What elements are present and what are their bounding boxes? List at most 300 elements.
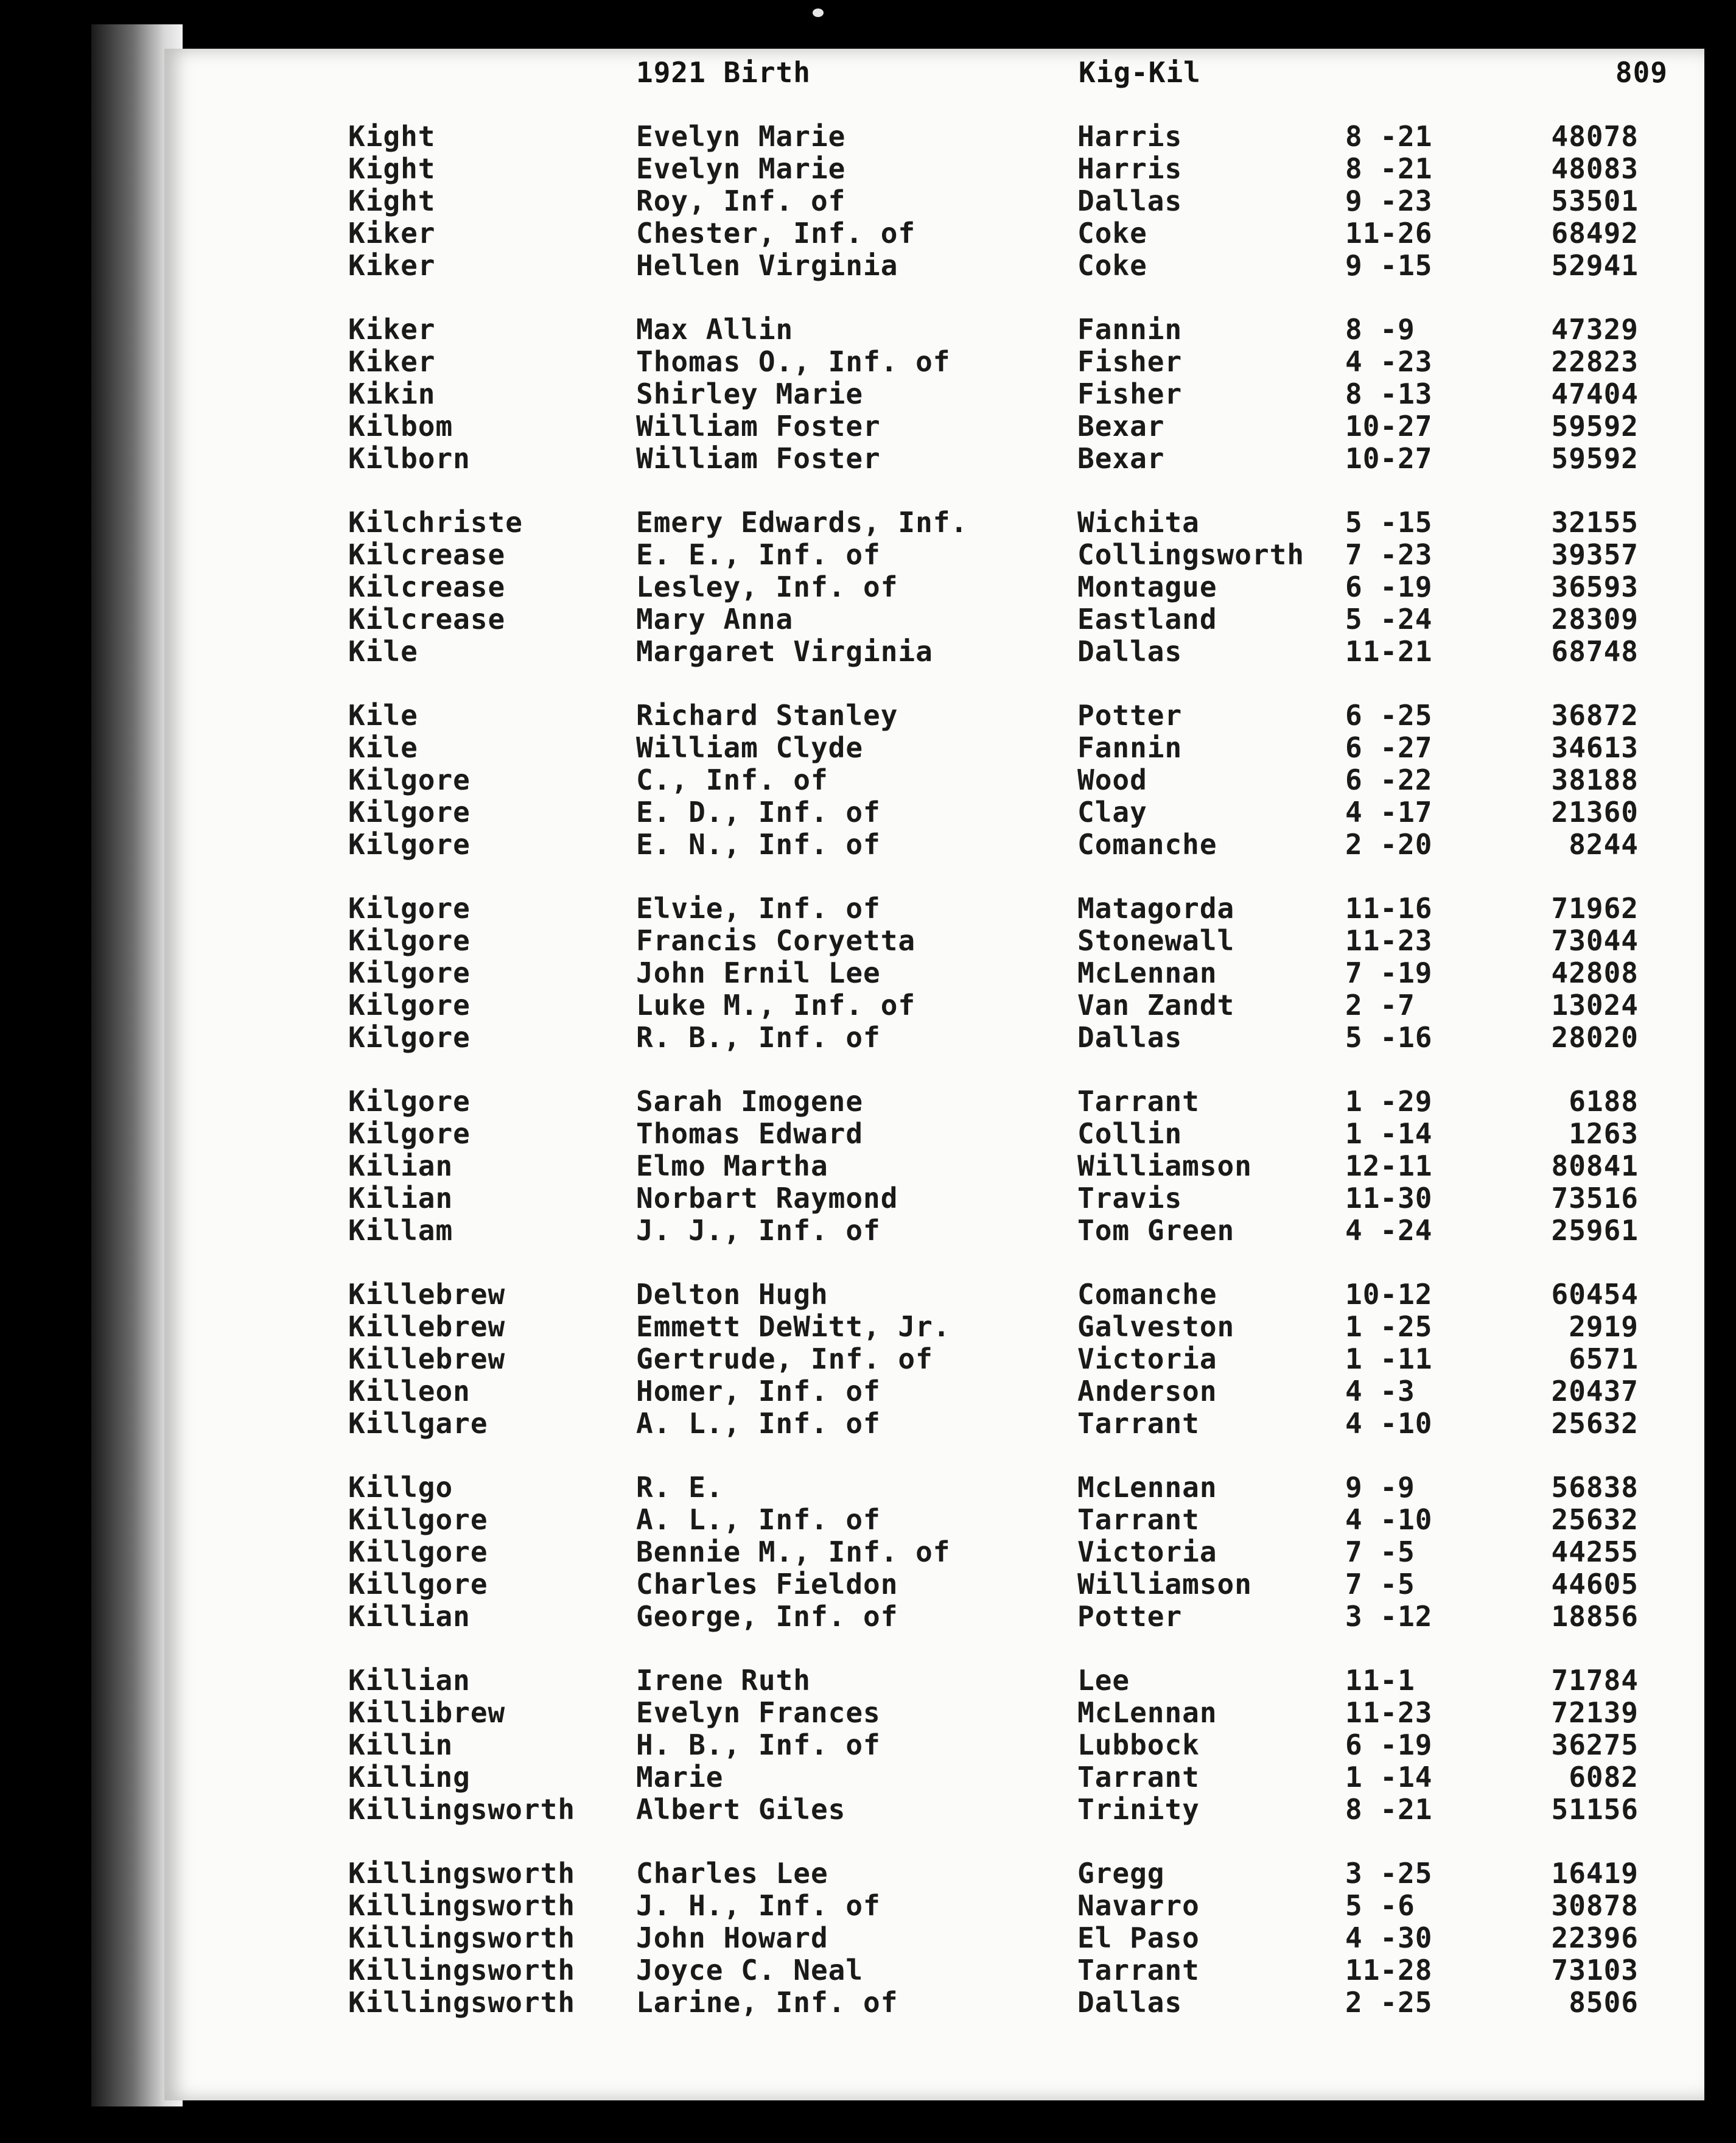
certificate-number-cell: 25632	[1551, 1503, 1639, 1536]
county-cell: Stonewall	[1077, 924, 1235, 957]
county-cell: Dallas	[1077, 1986, 1183, 2019]
certificate-number-cell: 34613	[1551, 731, 1639, 764]
date-cell: 4 -23	[1345, 345, 1433, 378]
given-name-cell: Max Allin	[636, 313, 794, 346]
county-cell: Coke	[1077, 249, 1147, 282]
date-cell: 11-23	[1345, 924, 1433, 957]
given-name-cell: Shirley Marie	[636, 377, 864, 410]
date-cell: 9 -23	[1345, 184, 1433, 217]
date-cell: 11-28	[1345, 1954, 1433, 1987]
given-name-cell: John Ernil Lee	[636, 956, 881, 989]
given-name-cell: George, Inf. of	[636, 1600, 898, 1633]
county-cell: Eastland	[1077, 603, 1217, 636]
date-cell: 6 -19	[1345, 570, 1433, 603]
certificate-number-cell: 56838	[1551, 1471, 1639, 1504]
surname-cell: Kilcrease	[348, 603, 506, 636]
surname-cell: Killian	[348, 1664, 471, 1697]
county-cell: Fisher	[1077, 377, 1183, 410]
given-name-cell: Richard Stanley	[636, 699, 898, 732]
date-cell: 11-26	[1345, 217, 1433, 250]
certificate-number-cell: 13024	[1551, 989, 1639, 1022]
date-cell: 7 -19	[1345, 956, 1433, 989]
certificate-number-cell: 73516	[1551, 1182, 1639, 1215]
surname-cell: Kilcrease	[348, 538, 506, 571]
given-name-cell: A. L., Inf. of	[636, 1407, 881, 1440]
county-cell: Collin	[1077, 1117, 1183, 1150]
certificate-number-cell: 53501	[1551, 184, 1639, 217]
record-row	[0, 1664, 1736, 1696]
certificate-number-cell: 8244	[1569, 828, 1639, 861]
surname-cell: Killeon	[348, 1375, 471, 1408]
given-name-cell: William Foster	[636, 442, 881, 475]
surname-cell: Kiker	[348, 313, 436, 346]
date-cell: 7 -5	[1345, 1535, 1415, 1568]
certificate-number-cell: 48078	[1551, 120, 1639, 153]
record-row	[0, 732, 1736, 763]
surname-cell: Kile	[348, 699, 418, 732]
given-name-cell: Thomas O., Inf. of	[636, 345, 951, 378]
surname-cell: Killebrew	[348, 1278, 506, 1311]
certificate-number-cell: 21360	[1551, 796, 1639, 829]
county-cell: Navarro	[1077, 1889, 1200, 1922]
given-name-cell: Chester, Inf. of	[636, 217, 916, 250]
given-name-cell: Irene Ruth	[636, 1664, 811, 1697]
date-cell: 7 -5	[1345, 1568, 1415, 1601]
surname-cell: Killingsworth	[348, 1857, 576, 1890]
date-cell: 2 -20	[1345, 828, 1433, 861]
given-name-cell: Roy, Inf. of	[636, 184, 846, 217]
given-name-cell: Elmo Martha	[636, 1149, 828, 1182]
surname-cell: Kilgore	[348, 956, 471, 989]
record-row	[0, 1536, 1736, 1568]
record-row	[0, 185, 1736, 217]
date-cell: 5 -6	[1345, 1889, 1415, 1922]
date-cell: 6 -19	[1345, 1728, 1433, 1761]
surname-cell: Killin	[348, 1728, 453, 1761]
surname-cell: Killam	[348, 1214, 453, 1247]
record-row	[0, 1697, 1736, 1728]
date-cell: 6 -27	[1345, 731, 1433, 764]
certificate-number-cell: 44255	[1551, 1535, 1639, 1568]
record-row	[0, 1182, 1736, 1214]
given-name-cell: Emmett DeWitt, Jr.	[636, 1310, 951, 1343]
date-cell: 4 -17	[1345, 796, 1433, 829]
county-cell: Dallas	[1077, 635, 1183, 668]
surname-range: Kig-Kil	[1079, 56, 1201, 89]
given-name-cell: William Foster	[636, 410, 881, 443]
certificate-number-cell: 73044	[1551, 924, 1639, 957]
county-cell: Tarrant	[1077, 1085, 1200, 1118]
given-name-cell: Gertrude, Inf. of	[636, 1342, 933, 1375]
given-name-cell: J. H., Inf. of	[636, 1889, 881, 1922]
date-cell: 11-1	[1345, 1664, 1415, 1697]
certificate-number-cell: 72139	[1551, 1696, 1639, 1729]
certificate-number-cell: 44605	[1551, 1568, 1639, 1601]
surname-cell: Kilbom	[348, 410, 453, 443]
given-name-cell: William Clyde	[636, 731, 864, 764]
date-cell: 4 -10	[1345, 1407, 1433, 1440]
county-cell: Tarrant	[1077, 1761, 1200, 1794]
page-title: 1921 Birth	[636, 56, 811, 89]
certificate-number-cell: 52941	[1551, 249, 1639, 282]
given-name-cell: Marie	[636, 1761, 724, 1794]
surname-cell: Killebrew	[348, 1342, 506, 1375]
surname-cell: Kile	[348, 731, 418, 764]
date-cell: 4 -3	[1345, 1375, 1415, 1408]
county-cell: Coke	[1077, 217, 1147, 250]
record-row	[0, 250, 1736, 281]
county-cell: Lubbock	[1077, 1728, 1200, 1761]
county-cell: Williamson	[1077, 1149, 1252, 1182]
county-cell: Anderson	[1077, 1375, 1217, 1408]
date-cell: 3 -12	[1345, 1600, 1433, 1633]
record-row	[0, 1504, 1736, 1535]
record-row	[0, 346, 1736, 377]
certificate-number-cell: 68748	[1551, 635, 1639, 668]
surname-cell: Kight	[348, 184, 436, 217]
county-cell: Potter	[1077, 699, 1183, 732]
surname-cell: Kilgore	[348, 1117, 471, 1150]
certificate-number-cell: 80841	[1551, 1149, 1639, 1182]
record-row	[0, 1150, 1736, 1182]
record-row	[0, 1408, 1736, 1439]
surname-cell: Kilian	[348, 1182, 453, 1215]
certificate-number-cell: 6082	[1569, 1761, 1639, 1794]
date-cell: 6 -25	[1345, 699, 1433, 732]
record-row	[0, 314, 1736, 345]
record-row	[0, 1311, 1736, 1342]
certificate-number-cell: 6188	[1569, 1085, 1639, 1118]
given-name-cell: A. L., Inf. of	[636, 1503, 881, 1536]
given-name-cell: Lesley, Inf. of	[636, 570, 898, 603]
county-cell: Tarrant	[1077, 1954, 1200, 1987]
certificate-number-cell: 6571	[1569, 1342, 1639, 1375]
surname-cell: Killian	[348, 1600, 471, 1633]
county-cell: Trinity	[1077, 1793, 1200, 1826]
date-cell: 9 -15	[1345, 249, 1433, 282]
date-cell: 4 -24	[1345, 1214, 1433, 1247]
record-row	[0, 1761, 1736, 1793]
record-row	[0, 507, 1736, 538]
certificate-number-cell: 16419	[1551, 1857, 1639, 1890]
county-cell: Victoria	[1077, 1535, 1217, 1568]
record-row	[0, 636, 1736, 667]
certificate-number-cell: 59592	[1551, 442, 1639, 475]
date-cell: 8 -21	[1345, 152, 1433, 185]
certificate-number-cell: 25961	[1551, 1214, 1639, 1247]
county-cell: Williamson	[1077, 1568, 1252, 1601]
given-name-cell: Bennie M., Inf. of	[636, 1535, 951, 1568]
certificate-number-cell: 71962	[1551, 892, 1639, 925]
given-name-cell: Larine, Inf. of	[636, 1986, 898, 2019]
given-name-cell: Joyce C. Neal	[636, 1954, 864, 1987]
county-cell: Tarrant	[1077, 1407, 1200, 1440]
date-cell: 11-16	[1345, 892, 1433, 925]
surname-cell: Killibrew	[348, 1696, 506, 1729]
county-cell: Wood	[1077, 763, 1147, 796]
date-cell: 11-21	[1345, 635, 1433, 668]
surname-cell: Killebrew	[348, 1310, 506, 1343]
record-row	[0, 1954, 1736, 1986]
record-row	[0, 1857, 1736, 1889]
surname-cell: Kilchriste	[348, 506, 523, 539]
certificate-number-cell: 39357	[1551, 538, 1639, 571]
surname-cell: Kilgore	[348, 1085, 471, 1118]
record-row	[0, 925, 1736, 956]
county-cell: Dallas	[1077, 184, 1183, 217]
surname-cell: Kiker	[348, 217, 436, 250]
date-cell: 8 -13	[1345, 377, 1433, 410]
record-row	[0, 603, 1736, 635]
surname-cell: Killingsworth	[348, 1793, 576, 1826]
county-cell: McLennan	[1077, 1471, 1217, 1504]
given-name-cell: Delton Hugh	[636, 1278, 828, 1311]
given-name-cell: Thomas Edward	[636, 1117, 864, 1150]
certificate-number-cell: 32155	[1551, 506, 1639, 539]
county-cell: Wichita	[1077, 506, 1200, 539]
record-row	[0, 829, 1736, 860]
given-name-cell: Elvie, Inf. of	[636, 892, 881, 925]
record-row	[0, 539, 1736, 570]
record-row	[0, 1118, 1736, 1149]
county-cell: McLennan	[1077, 1696, 1217, 1729]
certificate-number-cell: 22823	[1551, 345, 1639, 378]
county-cell: Bexar	[1077, 410, 1165, 443]
surname-cell: Kilgore	[348, 892, 471, 925]
date-cell: 2 -25	[1345, 1986, 1433, 2019]
date-cell: 12-11	[1345, 1149, 1433, 1182]
surname-cell: Kiker	[348, 345, 436, 378]
date-cell: 3 -25	[1345, 1857, 1433, 1890]
certificate-number-cell: 22396	[1551, 1921, 1639, 1954]
given-name-cell: Mary Anna	[636, 603, 794, 636]
given-name-cell: Evelyn Marie	[636, 152, 846, 185]
certificate-number-cell: 38188	[1551, 763, 1639, 796]
certificate-number-cell: 2919	[1569, 1310, 1639, 1343]
surname-cell: Kight	[348, 152, 436, 185]
date-cell: 4 -10	[1345, 1503, 1433, 1536]
record-row	[0, 1568, 1736, 1600]
given-name-cell: Francis Coryetta	[636, 924, 916, 957]
county-cell: Montague	[1077, 570, 1217, 603]
date-cell: 9 -9	[1345, 1471, 1415, 1504]
date-cell: 8 -21	[1345, 120, 1433, 153]
surname-cell: Kilborn	[348, 442, 471, 475]
date-cell: 1 -25	[1345, 1310, 1433, 1343]
certificate-number-cell: 36593	[1551, 570, 1639, 603]
county-cell: McLennan	[1077, 956, 1217, 989]
surname-cell: Kilgore	[348, 828, 471, 861]
certificate-number-cell: 48083	[1551, 152, 1639, 185]
surname-cell: Kilgore	[348, 989, 471, 1022]
surname-cell: Killgore	[348, 1535, 488, 1568]
surname-cell: Killingsworth	[348, 1954, 576, 1987]
record-row	[0, 1601, 1736, 1632]
record-row	[0, 217, 1736, 249]
given-name-cell: Margaret Virginia	[636, 635, 933, 668]
certificate-number-cell: 1263	[1569, 1117, 1639, 1150]
date-cell: 1 -29	[1345, 1085, 1433, 1118]
record-row	[0, 796, 1736, 828]
date-cell: 6 -22	[1345, 763, 1433, 796]
certificate-number-cell: 47329	[1551, 313, 1639, 346]
certificate-number-cell: 51156	[1551, 1793, 1639, 1826]
certificate-number-cell: 25632	[1551, 1407, 1639, 1440]
county-cell: Harris	[1077, 120, 1183, 153]
record-row	[0, 1471, 1736, 1503]
scan-mark	[813, 9, 824, 17]
surname-cell: Killgo	[348, 1471, 453, 1504]
surname-cell: Killingsworth	[348, 1921, 576, 1954]
date-cell: 1 -11	[1345, 1342, 1433, 1375]
date-cell: 8 -21	[1345, 1793, 1433, 1826]
given-name-cell: Evelyn Marie	[636, 120, 846, 153]
certificate-number-cell: 30878	[1551, 1889, 1639, 1922]
certificate-number-cell: 28020	[1551, 1021, 1639, 1054]
county-cell: Dallas	[1077, 1021, 1183, 1054]
record-row	[0, 764, 1736, 796]
surname-cell: Killingsworth	[348, 1986, 576, 2019]
record-row	[0, 1794, 1736, 1825]
date-cell: 5 -16	[1345, 1021, 1433, 1054]
certificate-number-cell: 36275	[1551, 1728, 1639, 1761]
county-cell: Harris	[1077, 152, 1183, 185]
date-cell: 4 -30	[1345, 1921, 1433, 1954]
date-cell: 1 -14	[1345, 1761, 1433, 1794]
county-cell: Fannin	[1077, 731, 1183, 764]
surname-cell: Killing	[348, 1761, 471, 1794]
given-name-cell: R. E.	[636, 1471, 724, 1504]
certificate-number-cell: 28309	[1551, 603, 1639, 636]
given-name-cell: E. E., Inf. of	[636, 538, 881, 571]
certificate-number-cell: 20437	[1551, 1375, 1639, 1408]
certificate-number-cell: 59592	[1551, 410, 1639, 443]
certificate-number-cell: 42808	[1551, 956, 1639, 989]
record-row	[0, 1987, 1736, 2018]
surname-cell: Kight	[348, 120, 436, 153]
date-cell: 10-27	[1345, 442, 1433, 475]
certificate-number-cell: 36872	[1551, 699, 1639, 732]
record-row	[0, 1375, 1736, 1407]
county-cell: Comanche	[1077, 1278, 1217, 1311]
county-cell: Bexar	[1077, 442, 1165, 475]
date-cell: 7 -23	[1345, 538, 1433, 571]
record-row	[0, 121, 1736, 152]
record-row	[0, 1343, 1736, 1375]
county-cell: Collingsworth	[1077, 538, 1305, 571]
record-row	[0, 700, 1736, 731]
county-cell: Gregg	[1077, 1857, 1165, 1890]
surname-cell: Kile	[348, 635, 418, 668]
date-cell: 8 -9	[1345, 313, 1415, 346]
county-cell: Tarrant	[1077, 1503, 1200, 1536]
date-cell: 11-23	[1345, 1696, 1433, 1729]
surname-cell: Kilcrease	[348, 570, 506, 603]
certificate-number-cell: 8506	[1569, 1986, 1639, 2019]
county-cell: Lee	[1077, 1664, 1130, 1697]
surname-cell: Kilgore	[348, 924, 471, 957]
record-row	[0, 1890, 1736, 1921]
given-name-cell: Homer, Inf. of	[636, 1375, 881, 1408]
given-name-cell: E. D., Inf. of	[636, 796, 881, 829]
surname-cell: Kiker	[348, 249, 436, 282]
surname-cell: Kilian	[348, 1149, 453, 1182]
record-row	[0, 989, 1736, 1021]
date-cell: 10-27	[1345, 410, 1433, 443]
record-row	[0, 378, 1736, 410]
county-cell: Clay	[1077, 796, 1147, 829]
given-name-cell: Charles Lee	[636, 1857, 828, 1890]
certificate-number-cell: 73103	[1551, 1954, 1639, 1987]
page-number: 809	[1615, 56, 1668, 89]
county-cell: Fannin	[1077, 313, 1183, 346]
county-cell: Matagorda	[1077, 892, 1235, 925]
record-row	[0, 1729, 1736, 1761]
county-cell: Potter	[1077, 1600, 1183, 1633]
surname-cell: Kilgore	[348, 1021, 471, 1054]
surname-cell: Kikin	[348, 377, 436, 410]
record-row	[0, 957, 1736, 989]
county-cell: El Paso	[1077, 1921, 1200, 1954]
given-name-cell: Emery Edwards, Inf.	[636, 506, 968, 539]
surname-cell: Kilgore	[348, 796, 471, 829]
record-row	[0, 571, 1736, 603]
record-row	[0, 1215, 1736, 1246]
given-name-cell: Hellen Virginia	[636, 249, 898, 282]
date-cell: 5 -15	[1345, 506, 1433, 539]
county-cell: Fisher	[1077, 345, 1183, 378]
record-row	[0, 1086, 1736, 1117]
county-cell: Tom Green	[1077, 1214, 1235, 1247]
record-row	[0, 443, 1736, 474]
given-name-cell: C., Inf. of	[636, 763, 828, 796]
given-name-cell: Luke M., Inf. of	[636, 989, 916, 1022]
given-name-cell: Charles Fieldon	[636, 1568, 898, 1601]
surname-cell: Killgore	[348, 1503, 488, 1536]
given-name-cell: Norbart Raymond	[636, 1182, 898, 1215]
county-cell: Galveston	[1077, 1310, 1235, 1343]
record-row	[0, 893, 1736, 924]
record-row	[0, 1022, 1736, 1053]
given-name-cell: Evelyn Frances	[636, 1696, 881, 1729]
record-row	[0, 153, 1736, 184]
given-name-cell: E. N., Inf. of	[636, 828, 881, 861]
given-name-cell: H. B., Inf. of	[636, 1728, 881, 1761]
surname-cell: Killgore	[348, 1568, 488, 1601]
certificate-number-cell: 47404	[1551, 377, 1639, 410]
county-cell: Van Zandt	[1077, 989, 1235, 1022]
date-cell: 5 -24	[1345, 603, 1433, 636]
certificate-number-cell: 71784	[1551, 1664, 1639, 1697]
date-cell: 2 -7	[1345, 989, 1415, 1022]
county-cell: Comanche	[1077, 828, 1217, 861]
record-row	[0, 1922, 1736, 1954]
record-row	[0, 1278, 1736, 1310]
county-cell: Victoria	[1077, 1342, 1217, 1375]
surname-cell: Killgare	[348, 1407, 488, 1440]
date-cell: 1 -14	[1345, 1117, 1433, 1150]
county-cell: Travis	[1077, 1182, 1183, 1215]
given-name-cell: J. J., Inf. of	[636, 1214, 881, 1247]
given-name-cell: Albert Giles	[636, 1793, 846, 1826]
certificate-number-cell: 68492	[1551, 217, 1639, 250]
date-cell: 11-30	[1345, 1182, 1433, 1215]
surname-cell: Kilgore	[348, 763, 471, 796]
given-name-cell: John Howard	[636, 1921, 828, 1954]
date-cell: 10-12	[1345, 1278, 1433, 1311]
given-name-cell: Sarah Imogene	[636, 1085, 864, 1118]
given-name-cell: R. B., Inf. of	[636, 1021, 881, 1054]
